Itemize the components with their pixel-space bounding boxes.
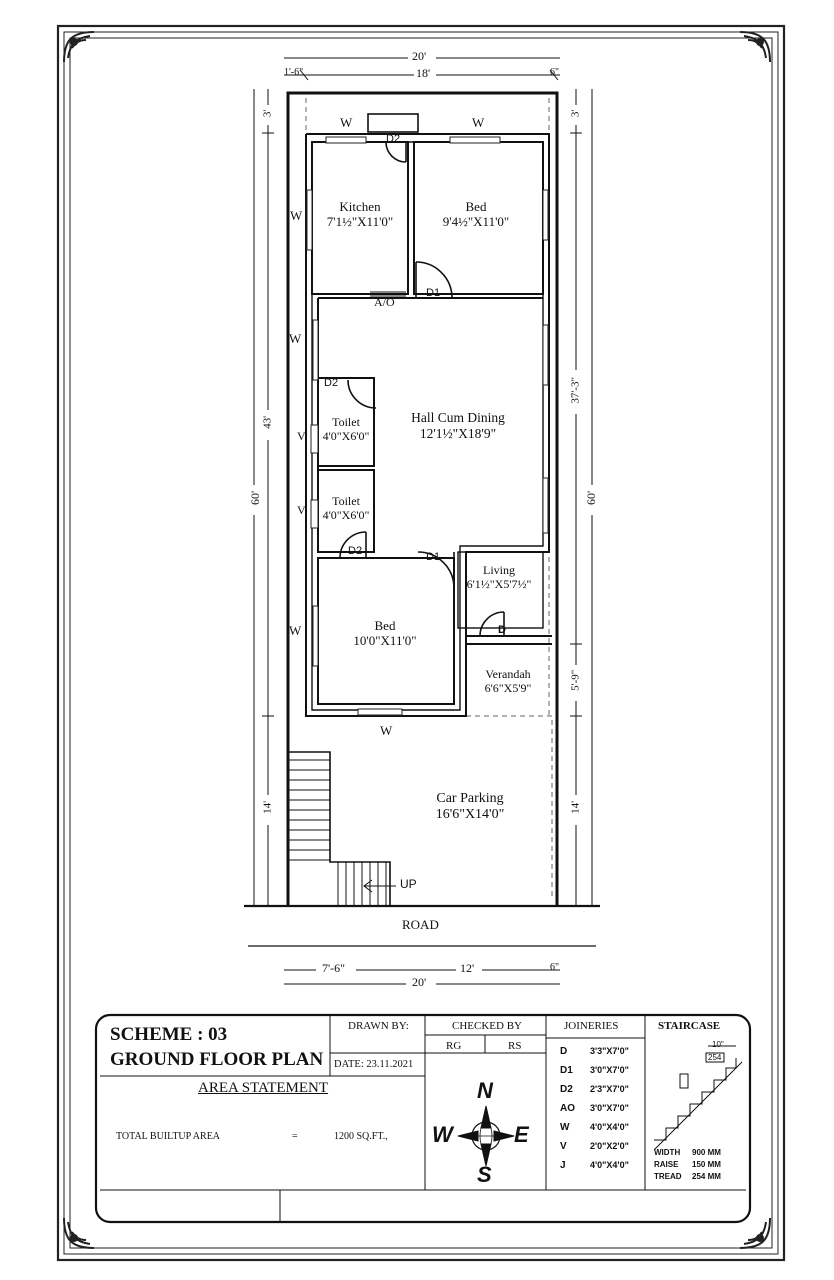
joinery-size: 3'0"X7'0" bbox=[590, 1065, 629, 1075]
room-size: 12'1½"X18'9" bbox=[419, 425, 497, 441]
joineries-title: JOINERIES bbox=[564, 1020, 619, 1032]
joinery-size: 2'0"X2'0" bbox=[590, 1141, 629, 1151]
dim-top-total: 20' bbox=[412, 49, 427, 63]
checked-by-label: CHECKED BY bbox=[452, 1020, 522, 1032]
room-living bbox=[458, 564, 540, 592]
area-value: 1200 SQ.FT., bbox=[334, 1131, 388, 1142]
dim-left-total: 60' bbox=[248, 490, 263, 505]
tag-ventilator: V bbox=[297, 429, 306, 443]
plan-date: DATE: 23.11.2021 bbox=[334, 1059, 414, 1070]
joinery-size: 3'3"X7'0" bbox=[590, 1046, 629, 1056]
room-bed-bottom bbox=[320, 619, 450, 649]
corner-ornament-icon bbox=[62, 1216, 96, 1250]
stair-spec-label: RAISE bbox=[654, 1160, 679, 1169]
joinery-code: AO bbox=[560, 1103, 575, 1114]
dim-right-total: 60' bbox=[584, 490, 599, 505]
dim-bottom-total: 20' bbox=[412, 975, 427, 989]
tag-ao: A/O bbox=[374, 295, 395, 309]
title-block-frame bbox=[96, 1015, 750, 1222]
room-name: Bed bbox=[465, 199, 487, 214]
area-eq: = bbox=[292, 1131, 298, 1142]
room-size: 4'0"X6'0" bbox=[322, 428, 370, 443]
tag-window: W bbox=[472, 115, 485, 130]
room-car-parking bbox=[400, 791, 540, 823]
room-toilet-1 bbox=[316, 416, 376, 444]
dim-bottom-right: 6" bbox=[550, 962, 560, 973]
joinery-code: D2 bbox=[560, 1084, 573, 1095]
tag-door-d2: D2 bbox=[348, 545, 363, 557]
area-label: TOTAL BUILTUP AREA bbox=[116, 1131, 221, 1142]
plan-title: GROUND FLOOR PLAN bbox=[110, 1049, 324, 1070]
tag-window: W bbox=[380, 723, 393, 738]
compass-east: E bbox=[514, 1122, 529, 1147]
tag-door-d1: D1 bbox=[426, 287, 441, 299]
joinery-size: 3'0"X7'0" bbox=[590, 1103, 629, 1113]
drawn-by-label: DRAWN BY: bbox=[348, 1020, 409, 1032]
room-size: 6'1½"X5'7½" bbox=[466, 576, 532, 591]
joinery-size: 4'0"X4'0" bbox=[590, 1160, 629, 1170]
tag-window: W bbox=[340, 115, 353, 130]
dim-right-verandah: 5'-9" bbox=[569, 669, 582, 691]
tag-window: W bbox=[290, 208, 303, 223]
dimension-lines bbox=[254, 58, 592, 984]
stair-spec-value: 150 MM bbox=[692, 1160, 721, 1169]
room-size: 4'0"X6'0" bbox=[322, 507, 370, 522]
room-name: Toilet bbox=[332, 494, 360, 508]
dim-right-bottom: 14' bbox=[569, 800, 582, 814]
stair-spec-label: TREAD bbox=[654, 1172, 682, 1181]
joinery-size: 4'0"X4'0" bbox=[590, 1122, 629, 1132]
corner-ornament-icon bbox=[738, 1216, 772, 1250]
tag-door-d1: D1 bbox=[426, 551, 441, 563]
stair-spec-value: 900 MM bbox=[692, 1148, 721, 1157]
room-name: Kitchen bbox=[339, 199, 381, 214]
room-size: 10'0"X11'0" bbox=[353, 632, 417, 648]
dim-right-mid: 37'-3" bbox=[569, 377, 582, 404]
stair-spec-value: 254 MM bbox=[692, 1172, 721, 1181]
dim-left-bottom: 14' bbox=[261, 800, 274, 814]
compass-rose bbox=[458, 1106, 514, 1166]
tag-door-d: D bbox=[498, 624, 506, 636]
checker-rg: RG bbox=[446, 1040, 462, 1052]
tag-door-d2: D2 bbox=[324, 377, 339, 389]
tag-window: W bbox=[289, 623, 302, 638]
joinery-code: D1 bbox=[560, 1065, 573, 1076]
dim-right-top: 3' bbox=[569, 109, 582, 118]
joinery-size: 2'3"X7'0" bbox=[590, 1084, 629, 1094]
room-name: Living bbox=[483, 563, 515, 577]
room-size: 7'1½"X11'0" bbox=[326, 213, 394, 229]
room-name: Hall Cum Dining bbox=[411, 410, 505, 425]
dim-top-mid: 18' bbox=[416, 66, 431, 80]
room-name: Car Parking bbox=[436, 791, 504, 806]
staircase-title: STAIRCASE bbox=[658, 1020, 721, 1032]
joinery-code: W bbox=[560, 1122, 570, 1133]
tag-window: W bbox=[289, 331, 302, 346]
room-hall bbox=[380, 410, 536, 441]
compass-north: N bbox=[477, 1078, 493, 1103]
joinery-code: J bbox=[560, 1160, 566, 1171]
road-label: ROAD bbox=[402, 917, 439, 932]
joinery-code: V bbox=[560, 1141, 567, 1152]
compass-south: S bbox=[477, 1162, 492, 1187]
dim-bottom-mid: 12' bbox=[460, 961, 475, 975]
corner-ornament-icon bbox=[738, 30, 772, 64]
room-size: 16'6"X14'0" bbox=[435, 807, 505, 823]
joinery-code: D bbox=[560, 1046, 568, 1057]
exhaust-box bbox=[368, 114, 418, 132]
staircase bbox=[288, 752, 396, 906]
corner-ornament-icon bbox=[62, 30, 96, 64]
room-size: 6'6"X5'9" bbox=[484, 680, 532, 695]
dim-top-left: 1'-6" bbox=[284, 67, 304, 78]
dim-left-top: 3' bbox=[261, 109, 274, 118]
dim-left-mid: 43' bbox=[261, 415, 274, 429]
staircase-detail bbox=[654, 1046, 742, 1150]
room-kitchen bbox=[312, 200, 408, 230]
stair-spec-label: WIDTH bbox=[654, 1148, 681, 1157]
scheme-label: SCHEME : 03 bbox=[110, 1024, 228, 1045]
checker-rs: RS bbox=[508, 1040, 522, 1052]
room-verandah bbox=[466, 668, 550, 696]
stair-mark-254: 254 bbox=[708, 1053, 722, 1062]
room-name: Toilet bbox=[332, 415, 360, 429]
dim-top-right: 6" bbox=[550, 67, 560, 78]
room-bed-top bbox=[414, 200, 538, 230]
room-toilet-2 bbox=[316, 495, 376, 523]
room-name: Verandah bbox=[485, 667, 531, 681]
room-name: Bed bbox=[374, 618, 396, 633]
tag-door-d2: D2 bbox=[386, 133, 401, 145]
area-statement-title: AREA STATEMENT bbox=[198, 1080, 329, 1096]
tag-ventilator: V bbox=[297, 503, 306, 517]
dim-bottom-left: 7'-6" bbox=[322, 961, 346, 975]
room-size: 9'4½"X11'0" bbox=[442, 213, 510, 229]
tag-up: UP bbox=[400, 877, 417, 891]
compass-west: W bbox=[432, 1122, 453, 1147]
stair-mark-10in: 10" bbox=[712, 1040, 724, 1049]
